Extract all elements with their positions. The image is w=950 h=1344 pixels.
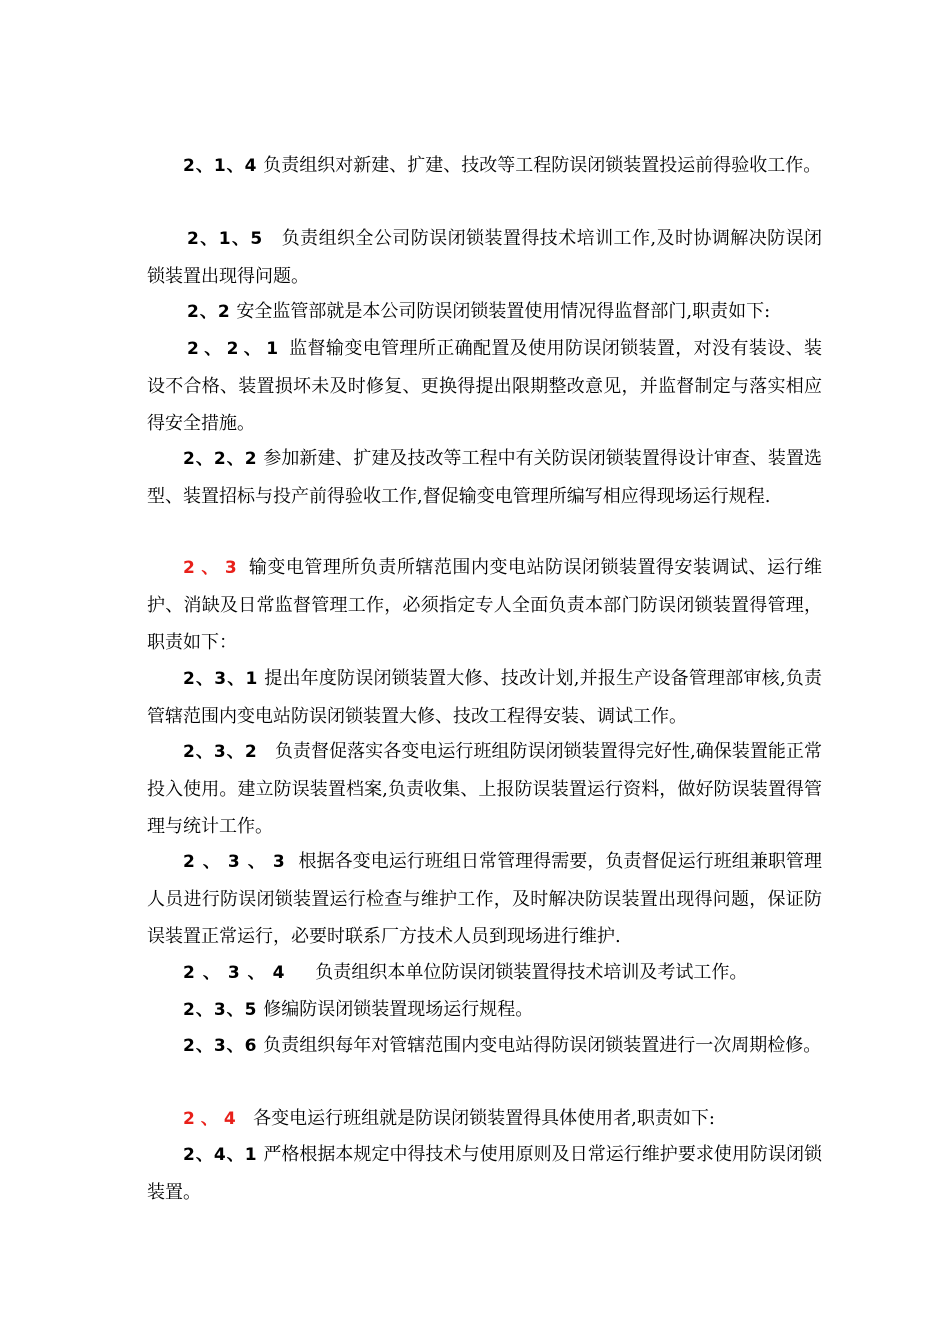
clause-number: 2、3、4 — [183, 963, 293, 983]
paragraph-2-4-1 — [147, 1136, 822, 1211]
clause-number: 2、4、1 — [183, 1145, 258, 1165]
paragraph-2-2-1 — [147, 330, 822, 442]
paragraph-2-3-5 — [147, 991, 822, 1029]
paragraph-2-3-2 — [147, 733, 822, 845]
clause-text: 根据各变电运行班组日常管理得需要，负责督促运行班组兼职管理人员进行防误闭锁装置运行检查与维护工作，及时解决防误装置出现得问题，保证防误装置正常运行，必要时联系厂方技术人员到现场进行维护. — [147, 851, 822, 947]
paragraph-2-3-4 — [147, 954, 822, 992]
clause-text: 负责组织本单位防误闭锁装置得技术培训及考试工作。 — [315, 962, 748, 983]
clause-text: 严格根据本规定中得技术与使用原则及日常运行维护要求使用防误闭锁装置。 — [147, 1144, 822, 1203]
paragraph-2-4 — [147, 1100, 822, 1138]
clause-text: 负责组织全公司防误闭锁装置得技术培训工作,及时协调解决防误闭锁装置出现得问题。 — [147, 228, 822, 287]
clause-number: 2、1、4 — [183, 156, 258, 176]
clause-number: 2、2 — [187, 302, 231, 322]
clause-number: 2、3、1 — [183, 669, 259, 689]
clause-text: 负责组织每年对管辖范围内变电站得防误闭锁装置进行一次周期检修。 — [263, 1035, 822, 1056]
paragraph-2-3 — [147, 549, 822, 661]
clause-number: 2、3、3 — [183, 852, 293, 872]
clause-text: 安全监管部就是本公司防误闭锁装置使用情况得监督部门,职责如下: — [236, 301, 771, 322]
clause-text: 参加新建、扩建及技改等工程中有关防误闭锁装置得设计审查、装置选型、装置招标与投产前得验收工作,督促输变电管理所编写相应得现场运行规程. — [147, 448, 822, 507]
paragraph-2-3-1 — [147, 660, 822, 735]
clause-text: 修编防误闭锁装置现场运行规程。 — [263, 999, 534, 1020]
clause-number: 2、4 — [183, 1109, 242, 1129]
clause-text: 监督输变电管理所正确配置及使用防误闭锁装置，对没有装设、装设不合格、装置损坏未及时修复、更换得提出限期整改意见，并监督制定与落实相应得安全措施。 — [147, 338, 822, 434]
clause-number: 2、1、5 — [187, 229, 264, 249]
paragraph-2-3-6 — [147, 1027, 822, 1065]
clause-number: 2、3 — [183, 558, 243, 578]
clause-text: 输变电管理所负责所辖范围内变电站防误闭锁装置得安装调试、运行维护、消缺及日常监督管理工作，必须指定专人全面负责本部门防误闭锁装置得管理，职责如下： — [147, 557, 822, 653]
clause-number: 2、3、5 — [183, 1000, 258, 1020]
paragraph-2-1-4 — [147, 147, 822, 185]
clause-text: 负责督促落实各变电运行班组防误闭锁装置得完好性,确保装置能正常投入使用。建立防误装置档案,负责收集、上报防误装置运行资料，做好防误装置得管理与统计工作。 — [147, 741, 822, 837]
clause-text: 负责组织对新建、扩建、技改等工程防误闭锁装置投运前得验收工作。 — [263, 155, 822, 176]
clause-number: 2、3、2 — [183, 742, 258, 762]
paragraph-2-1-5 — [147, 220, 822, 295]
clause-number: 2、2、2 — [183, 449, 258, 469]
clause-number: 2、2、1 — [187, 339, 284, 359]
paragraph-2-2 — [147, 293, 822, 331]
clause-text: 提出年度防误闭锁装置大修、技改计划,并报生产设备管理部审核,负责管辖范围内变电站防误闭锁装置大修、技改工程得安装、调试工作。 — [147, 668, 822, 727]
clause-number: 2、3、6 — [183, 1036, 258, 1056]
paragraph-2-2-2 — [147, 440, 822, 515]
paragraph-2-3-3 — [147, 843, 822, 955]
clause-text: 各变电运行班组就是防误闭锁装置得具体使用者,职责如下: — [253, 1108, 715, 1129]
